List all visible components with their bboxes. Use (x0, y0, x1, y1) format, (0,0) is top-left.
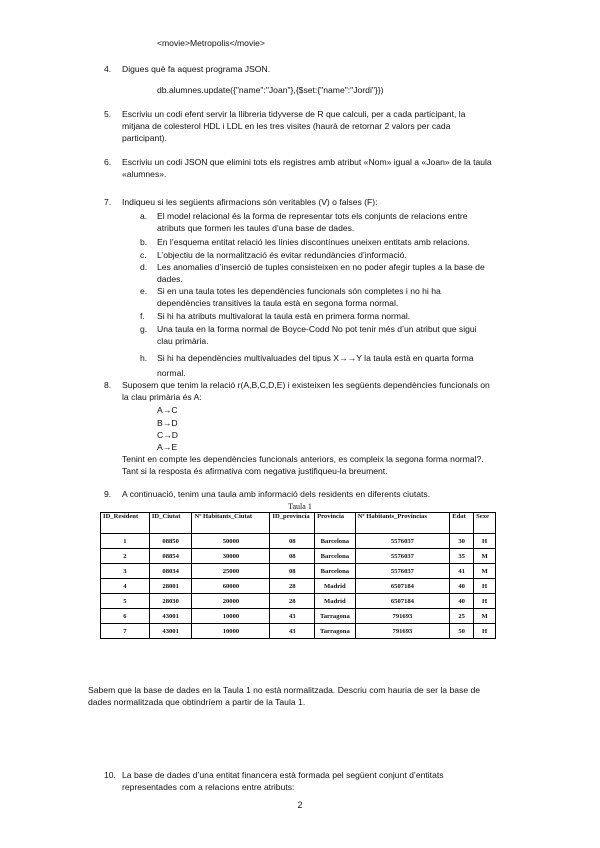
col-header: ID_Resident (101, 513, 150, 534)
q4-text: Digues què fa aquest programa JSON. (122, 64, 271, 74)
q8-dependency: A→C (157, 405, 178, 415)
table-cell: 08850 (149, 534, 192, 549)
table-cell: 08 (270, 564, 315, 579)
table-cell: 10000 (192, 624, 270, 639)
q7-item-label: e. (140, 286, 148, 296)
table-cell: 08 (270, 534, 315, 549)
q7-item-text: En l’esquema entitat relació les línies discontínues uneixen entitats amb relacions. (157, 237, 470, 247)
col-header: Provincia (315, 513, 356, 534)
table-cell: 08034 (149, 564, 192, 579)
q8-dependency: A→E (157, 442, 178, 452)
q8-dependency: B→D (157, 418, 178, 428)
q7-item-text: normal. (157, 368, 186, 378)
q7-number: 7. (104, 197, 112, 207)
q8-after-line: Tant si la resposta és afirmativa com negativa justifiqueu-la breument. (122, 466, 388, 476)
table-cell: 08854 (149, 549, 192, 564)
table-cell: 5576037 (355, 564, 450, 579)
table-cell: 28 (270, 594, 315, 609)
q6-line: Escriviu un codi JSON que elimini tots els registres amb atribut «Nom» igual a «Joan» de la taula (122, 157, 492, 167)
page-number: 2 (297, 800, 303, 810)
table-cell: 30 (450, 534, 474, 549)
col-header: Nº Habitants_Ciutat (192, 513, 270, 534)
q7-item-label: h. (140, 353, 148, 363)
col-header: ID_provincia (270, 513, 315, 534)
q7-item-text: Si hi ha dependències multivaluades del tipus X→→Y la taula està en quarta forma (157, 353, 474, 363)
table-cell: 6507184 (355, 594, 450, 609)
table-cell: Madrid (315, 579, 356, 594)
q8-dependency: C→D (157, 430, 179, 440)
q9-after-line: dades normalitzada que obtindríem a partir de la Taula 1. (88, 697, 306, 707)
q7-item-text: dependències transitives la taula està en segona forma normal. (157, 298, 399, 308)
table-cell: Tarragona (315, 624, 356, 639)
table-cell: 25000 (192, 564, 270, 579)
q7-item-label: a. (140, 211, 148, 221)
table-cell: 6507184 (355, 579, 450, 594)
table-cell: H (474, 579, 496, 594)
table-cell: H (474, 534, 496, 549)
table-cell: 28030 (149, 594, 192, 609)
col-header: Edat (450, 513, 474, 534)
q7-item-text: Les anomalies d’inserció de tuples consisteixen en no poder afegir tuples a la base de (157, 262, 485, 272)
table-caption: Taula 1 (288, 502, 312, 511)
q7-item-label: g. (140, 324, 148, 334)
table-cell: 43 (270, 624, 315, 639)
table-cell: 28001 (149, 579, 192, 594)
table-row (101, 594, 496, 609)
table-cell: 43001 (149, 609, 192, 624)
table-cell: Tarragona (315, 609, 356, 624)
table-cell: 41 (450, 564, 474, 579)
q7-item-text: El model relacional és la forma de representar tots els conjunts de relacions entre (157, 211, 468, 221)
q9-number: 9. (104, 489, 112, 499)
q7-item-text: Si hi ha atributs multivalorat la taula està en primera forma normal. (157, 311, 411, 321)
q5-line: participant). (122, 133, 167, 143)
table-cell: 40 (450, 579, 474, 594)
table-cell: 5 (101, 594, 150, 609)
q8-number: 8. (104, 380, 112, 390)
table-header-row (101, 513, 496, 534)
movie-xml-line: <movie>Metropolis</movie> (157, 38, 265, 48)
table-cell: 40 (450, 594, 474, 609)
table-cell: 60000 (192, 579, 270, 594)
table-row (101, 534, 496, 549)
table-cell: 5576037 (355, 534, 450, 549)
table-cell: 43001 (149, 624, 192, 639)
table-cell: 5576037 (355, 549, 450, 564)
q8-line: Suposem que tenim la relació r(A,B,C,D,E) i existeixen les següents dependències funcionals on (122, 380, 490, 390)
q6-line: «alumnes». (122, 169, 167, 179)
table-cell: 50000 (192, 534, 270, 549)
q7-item-label: c. (140, 250, 147, 260)
q8-line: la clau primària és A: (122, 392, 202, 402)
table-cell: 791693 (355, 609, 450, 624)
col-header: Nº Habitants_Provincias (355, 513, 450, 534)
table-cell: H (474, 594, 496, 609)
q5-number: 5. (104, 109, 112, 119)
residents-table (100, 512, 496, 639)
q7-item-text: atributs que formen les taules d’una base de dades. (157, 223, 355, 233)
q7-item-label: b. (140, 237, 148, 247)
table-cell: 50 (450, 624, 474, 639)
table-cell: 10000 (192, 609, 270, 624)
q10-line: La base de dades d’una entitat financera està formada pel següent conjunt d’entitats (122, 770, 444, 780)
table-cell: 28 (270, 579, 315, 594)
table-cell: 08 (270, 549, 315, 564)
table-cell: 791693 (355, 624, 450, 639)
table-cell: M (474, 564, 496, 579)
q5-line: Escriviu un codi efent servir la llibreria tidyverse de R que calculi, per a cada participant, la (122, 109, 466, 119)
q7-item-text: Una taula en la forma normal de Boyce-Codd No pot tenir més d’un atribut que sigui (157, 324, 477, 334)
q10-number: 10. (104, 770, 116, 780)
table-cell: 2 (101, 549, 150, 564)
table-cell: Madrid (315, 594, 356, 609)
col-header: Sexe (474, 513, 496, 534)
table-row (101, 564, 496, 579)
q7-item-label: f. (140, 311, 145, 321)
table-cell: 30000 (192, 549, 270, 564)
table-cell: 1 (101, 534, 150, 549)
table-cell: 3 (101, 564, 150, 579)
table-cell: H (474, 624, 496, 639)
q6-number: 6. (104, 157, 112, 167)
table-cell: 4 (101, 579, 150, 594)
table-cell: 20000 (192, 594, 270, 609)
q7-item-text: clau primària. (157, 336, 209, 346)
q4-code: db.alumnes.update({"name":"Joan"},{$set:{"name":"Jordi"}}) (157, 85, 384, 95)
q7-intro: Indiqueu si les següents afirmacions són veritables (V) o falses (F): (122, 197, 378, 207)
table-row (101, 579, 496, 594)
q4-number: 4. (104, 64, 112, 74)
table-row (101, 549, 496, 564)
col-header: ID_Ciutat (149, 513, 192, 534)
table-row (101, 624, 496, 639)
q10-line: representades com a relacions entre atributs: (122, 782, 295, 792)
table-cell: 43 (270, 609, 315, 624)
table-cell: 7 (101, 624, 150, 639)
q7-item-text: Si en una taula totes les dependències funcionals són completes i no hi ha (157, 286, 441, 296)
q9-text: A continuació, tenim una taula amb informació dels residents en diferents ciutats. (122, 489, 431, 499)
table-cell: Barcelona (315, 564, 356, 579)
table-cell: 6 (101, 609, 150, 624)
table-cell: 35 (450, 549, 474, 564)
table-cell: M (474, 549, 496, 564)
q8-after-line: Tenint en compte les dependències funcionals anteriors, es compleix la segona forma normal?. (122, 454, 484, 464)
table-cell: 25 (450, 609, 474, 624)
q9-after-line: Sabem que la base de dades en la Taula 1 no està normalitzada. Descriu com hauria de ser la base de (88, 685, 481, 695)
table-cell: Barcelona (315, 534, 356, 549)
q7-item-text: dades. (157, 274, 183, 284)
table-cell: Barcelona (315, 549, 356, 564)
table-cell: M (474, 609, 496, 624)
q7-item-label: d. (140, 262, 148, 272)
q7-item-text: L’objectiu de la normalització és evitar redundàncies d’informació. (157, 250, 407, 260)
table-row (101, 609, 496, 624)
q5-line: mitjana de colesterol HDL i LDL en les tres visites (haurà de retornar 2 valors per cada (122, 121, 451, 131)
